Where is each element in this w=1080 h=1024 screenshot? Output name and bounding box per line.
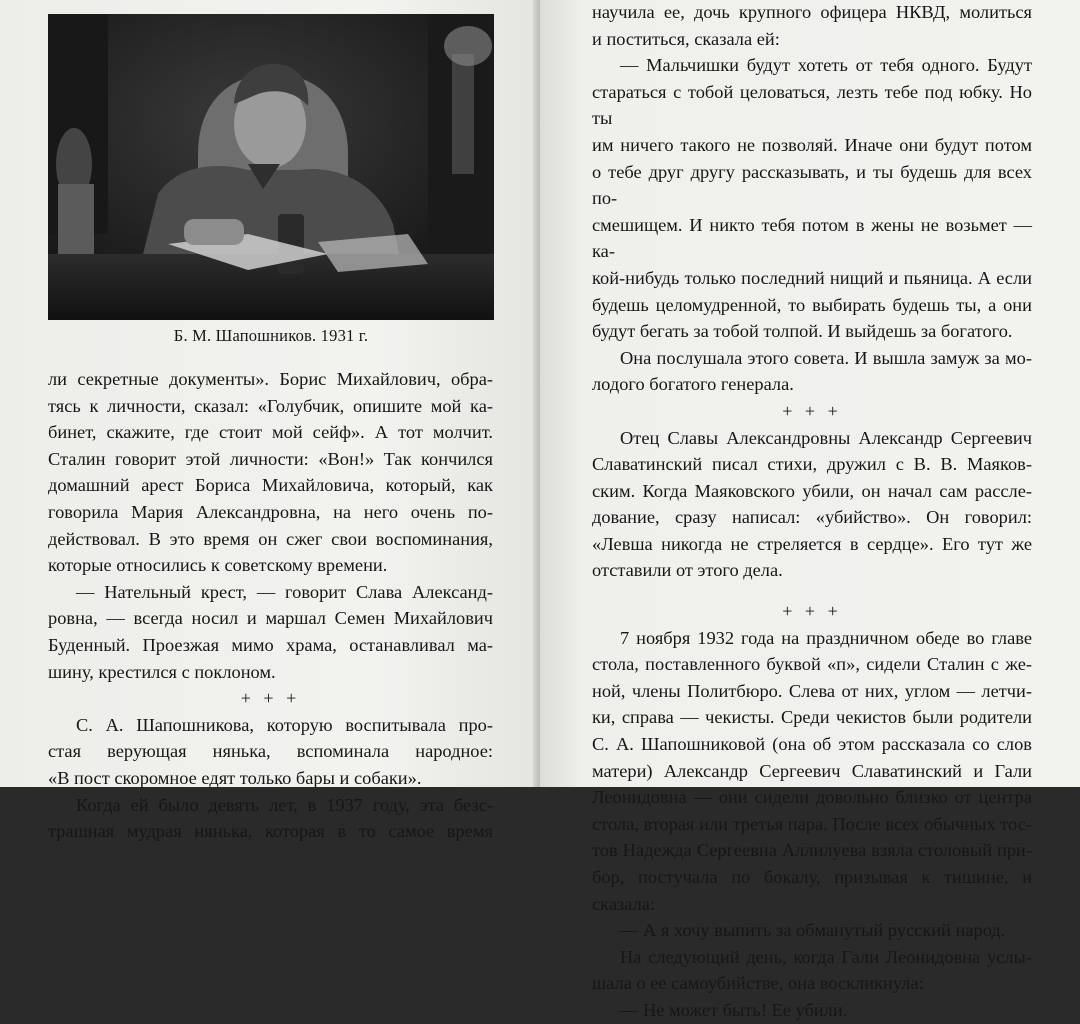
text-line: о тебе друг другу рассказывать, и ты будешь для всех по- bbox=[592, 161, 1032, 209]
text-line: Буденный. Проезжая мимо храма, останавливал ма- bbox=[48, 634, 493, 655]
text-line: кой-нибудь только последний нищий и пьяница. А если bbox=[592, 267, 1032, 288]
text-line: Когда ей было девять лет, в 1937 году, эта безс- bbox=[76, 794, 493, 815]
text-line: Леонидовна — они сидели довольно близко от центра bbox=[592, 787, 1032, 808]
text-line: матери) Александр Сергеевич Славатинский и Гали bbox=[592, 760, 1032, 781]
photo-shaposhnikov bbox=[48, 14, 494, 320]
text-line: стола, поставленного буквой «п», сидели Сталин с же- bbox=[592, 654, 1032, 675]
text-line: С. А. Шапошниковой (она об этом рассказала со слов bbox=[592, 734, 1032, 755]
text-line: стола, вторая или третья пара. После всех обычных тос- bbox=[592, 813, 1032, 834]
text-line: — Не может быть! Ее убили. bbox=[620, 999, 848, 1020]
text-line: Славатинский писал стихи, дружил с В. В. Маяков- bbox=[592, 454, 1032, 475]
text-line: бинет, скажите, где стоит мой сейф». А тот молчит. bbox=[48, 422, 493, 443]
text-line: ки, справа — чекисты. Среди чекистов были родители bbox=[592, 707, 1032, 728]
text-line: 7 ноября 1932 года на праздничном обеде во главе bbox=[620, 627, 1032, 648]
text-line: бор, постучала по бокалу, призывая к тишине, и сказала: bbox=[592, 867, 1032, 914]
text-line: шину, крестился с поклоном. bbox=[48, 661, 276, 682]
text-line: им ничего такого не позволяй. Иначе они будут потом bbox=[592, 134, 1032, 155]
section-separator: + + + bbox=[782, 601, 842, 622]
text-line: которые относились к советскому времени. bbox=[48, 555, 388, 576]
right-page-text bbox=[592, 0, 1032, 1024]
text-line: стая верующая нянька, вспоминала народное: bbox=[48, 741, 493, 762]
text-line: шала о ее самоубийстве, она воскликнула: bbox=[592, 973, 924, 994]
text-line: ли секретные документы». Борис Михайлович, обра- bbox=[48, 369, 493, 389]
text-line: будут бегать за тобой толпой. И выйдешь за богатого. bbox=[592, 321, 1013, 342]
text-line: Она послушала этого совета. И вышла замуж за мо- bbox=[620, 347, 1032, 368]
text-line: дование, сразу написал: «убийство». Он говорил: bbox=[592, 507, 1032, 528]
text-line: Сталин говорит этой личности: «Вон!» Так кончился bbox=[48, 448, 493, 469]
text-line: и поститься, сказала ей: bbox=[592, 28, 780, 49]
text-line: домашний арест Бориса Михайловича, который, как bbox=[48, 475, 493, 496]
text-line: — Нательный крест, — говорит Слава Александ- bbox=[76, 581, 493, 602]
text-line: отставили от этого дела. bbox=[592, 560, 783, 581]
left-page-text bbox=[48, 366, 493, 845]
text-line: говорила Мария Александровна, на него очень по- bbox=[48, 501, 493, 522]
text-line: — Мальчишки будут хотеть от тебя одного. Будут bbox=[620, 55, 1032, 76]
text-line: ной, члены Политбюро. Слева от них, углом — летчи- bbox=[592, 680, 1032, 701]
text-line: С. А. Шапошникова, которую воспитывала про- bbox=[76, 714, 493, 735]
blank-line bbox=[592, 584, 1032, 598]
photo-caption: Б. М. Шапошников. 1931 г. bbox=[173, 326, 369, 345]
text-line: Отец Славы Александровны Александр Сергеевич bbox=[620, 427, 1032, 448]
text-line: тов Надежда Сергеевна Аллилуева взяла столовый при- bbox=[592, 840, 1032, 861]
text-line: На следующий день, когда Гали Леонидовна услы- bbox=[620, 946, 1032, 967]
text-line: «В пост скоромное едят только бары и собаки». bbox=[48, 767, 422, 788]
text-line: — А я хочу выпить за обманутый русский народ. bbox=[620, 920, 1006, 941]
text-line: тясь к личности, сказал: «Голубчик, опишите мой ка- bbox=[48, 395, 493, 416]
text-line: будешь целомудренной, то выбирать будешь ты, а они bbox=[592, 294, 1032, 315]
text-line: ским. Когда Маяковского убили, он начал сам рассле- bbox=[592, 480, 1032, 501]
text-line: лодого богатого генерала. bbox=[592, 374, 794, 395]
section-separator: + + + bbox=[240, 688, 301, 709]
text-line: стараться с тобой целоваться, лезть тебе под юбку. Но ты bbox=[592, 81, 1032, 129]
text-line: «Левша никогда не стреляется в сердце». Его тут же bbox=[592, 533, 1032, 554]
text-line: действовал. В это время он сжег свои воспоминания, bbox=[48, 528, 493, 549]
text-line: смешищем. И никто тебя потом в жены не возьмет — ка- bbox=[592, 214, 1032, 262]
section-separator: + + + bbox=[782, 400, 842, 421]
text-line: ровна, — всегда носил и маршал Семен Михайлович bbox=[48, 608, 493, 629]
right-page bbox=[540, 0, 1080, 1020]
text-line: научила ее, дочь крупного офицера НКВД, молиться bbox=[592, 2, 1032, 22]
text-line: трашная мудрая нянька, которая в то самое время bbox=[48, 821, 493, 842]
left-page bbox=[0, 0, 538, 842]
